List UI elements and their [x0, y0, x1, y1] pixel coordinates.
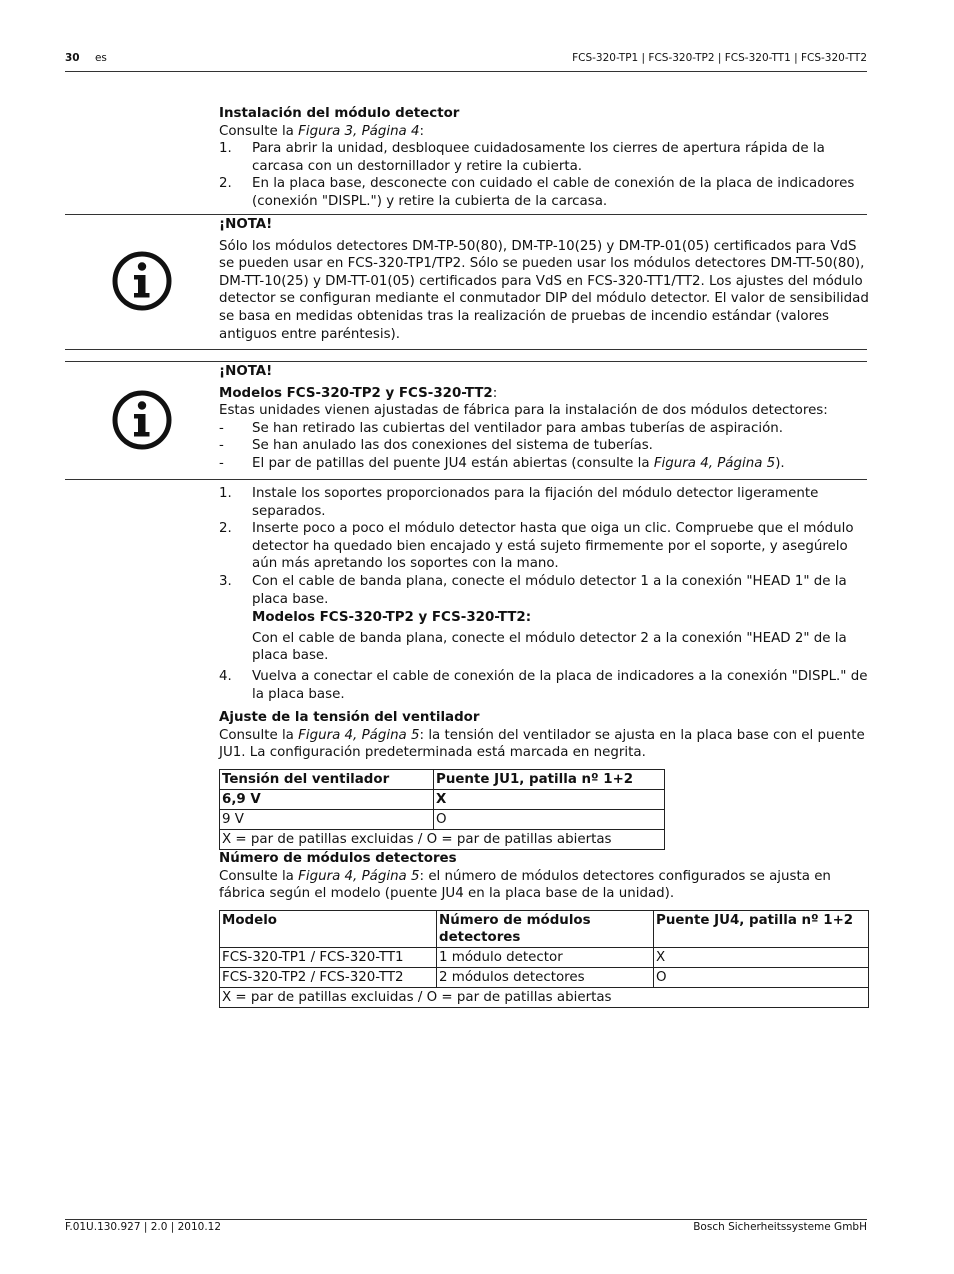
- table-row: [220, 968, 869, 988]
- table-footnote: X = par de patillas excluidas / O = par de patillas abiertas: [220, 830, 665, 850]
- table-row: [220, 790, 665, 810]
- note-intro: Estas unidades vienen ajustadas de fábrica para la instalación de dos módulos detectores:: [219, 403, 828, 419]
- table-footer-row: [220, 988, 869, 1008]
- table-cell: FCS-320-TP1 / FCS-320-TT1: [220, 948, 437, 968]
- table-footnote: X = par de patillas excluidas / O = par de patillas abiertas: [220, 988, 869, 1008]
- table-cell: 1 módulo detector: [437, 948, 654, 968]
- modules-heading: Número de módulos detectores: [219, 851, 457, 866]
- mounting-step: 3. Con el cable de banda plana, conecte el módulo detector 1 a la conexión "HEAD 1" de la placa base. Modelos FCS-320-TP2 y FCS-320-TT2: Con el cable de banda plana, conecte el módulo detector 2 a la conexión "HEAD 2" de la placa base.: [219, 573, 869, 665]
- models-subheading: Modelos FCS-320-TP2 y FCS-320-TT2:: [252, 610, 532, 626]
- info-icon: [112, 390, 172, 450]
- table-cell: X: [654, 948, 869, 968]
- table-header-row: [220, 911, 869, 948]
- table-header-cell: Número de módulos detectores: [437, 911, 654, 948]
- footer-doc-id: F.01U.130.927 | 2.0 | 2010.12: [65, 1221, 222, 1233]
- figure-link[interactable]: Figura 3, Página 4: [298, 123, 420, 139]
- page-header: [65, 52, 107, 65]
- table-header-cell: Puente JU4, patilla nº 1+2: [654, 911, 869, 948]
- mounting-step: 1. Instale los soportes proporcionados para la fijación del módulo detector ligeramente separados.: [219, 486, 819, 519]
- models-instruction: Con el cable de banda plana, conecte el módulo detector 2 a la conexión "HEAD 2" de la placa base.: [252, 630, 847, 664]
- note-text: Sólo los módulos detectores DM-TP-50(80), DM-TP-10(25) y DM-TP-01(05) certificados para VdS se pueden usar en FCS-320-TP1/TP2. Sólo se pueden usar los módulos detectores DM-TT-50(80), DM-TT-10(25) y DM-TT-01(05) certificados para VdS en FCS-320-TT1/TT2. Los ajustes del módulo detector se configuran mediante el conmutador DIP del módulo detector. El valor de sensibilidad se basa en medidas obtenidas tras la realización de pruebas de incendio estándar (valores antiguos entre paréntesis).: [219, 238, 869, 342]
- table-row: [220, 948, 869, 968]
- table-cell: 2 módulos detectores: [437, 968, 654, 988]
- install-step: 2. En la placa base, desconecte con cuidado el cable de conexión de la placa de indicadores (conexión "DISPL.") y retire la cubierta de la carcasa.: [219, 176, 855, 209]
- note-bullet: - El par de patillas del puente JU4 están abiertas (consulte la Figura 4, Página 5).: [219, 455, 785, 471]
- table-cell: FCS-320-TP2 / FCS-320-TT2: [220, 968, 437, 988]
- language-code: es: [94, 52, 107, 64]
- table-header-cell: Tensión del ventilador: [220, 770, 434, 790]
- mounting-steps: [219, 485, 869, 703]
- table-cell: O: [654, 968, 869, 988]
- table-cell: O: [434, 810, 665, 830]
- figure-link[interactable]: Figura 4, Página 5: [298, 868, 420, 884]
- modules-reference: Consulte la Figura 4, Página 5: el número de módulos detectores configurados se ajusta en fábrica según el modelo (puente JU4 en la placa base de la unidad).: [219, 868, 831, 902]
- table-cell: X: [434, 790, 665, 810]
- table-header-cell: Puente JU1, patilla nº 1+2: [434, 770, 665, 790]
- table-header-row: [220, 770, 665, 790]
- note-rule-top: [65, 214, 867, 215]
- note-title: ¡NOTA!: [219, 217, 273, 232]
- table-row: [220, 810, 665, 830]
- figure-link[interactable]: Figura 4, Página 5: [653, 455, 776, 471]
- note-rule-bottom: [65, 479, 867, 480]
- fan-voltage-table: [219, 769, 665, 850]
- modules-section: [219, 850, 869, 903]
- note-models: Modelos FCS-320-TP2 y FCS-320-TT2:: [219, 385, 498, 401]
- fan-reference: Consulte la Figura 4, Página 5: la tensión del ventilador se ajusta en la placa base con el puente JU1. La configuración predeterminada está marcada en negrita.: [219, 727, 865, 761]
- info-icon: [112, 251, 172, 311]
- header-models: FCS-320-TP1 | FCS-320-TP2 | FCS-320-TT1 | FCS-320-TT2: [572, 52, 867, 64]
- install-step: 1. Para abrir la unidad, desbloquee cuidadosamente los cierres de apertura rápida de la carcasa con un destornillador y retire la cubierta.: [219, 141, 825, 174]
- install-heading: Instalación del módulo detector: [219, 106, 460, 121]
- table-footer-row: [220, 830, 665, 850]
- footer-company: Bosch Sicherheitssysteme GmbH: [693, 1221, 867, 1233]
- note-rule-top: [65, 361, 867, 362]
- note-1: [219, 216, 869, 343]
- note-2: [219, 363, 869, 473]
- mounting-step: 2. Inserte poco a poco el módulo detector hasta que oiga un clic. Compruebe que el módulo detector ha quedado bien encajado y está sujeto firmemente por el soporte, y asegúrelo aún más apretando los soportes con la mano.: [219, 521, 854, 572]
- note-bullet: - Se han retirado las cubiertas del ventilador para ambas tuberías de aspiración.: [219, 420, 784, 436]
- note-title: ¡NOTA!: [219, 364, 273, 379]
- mounting-step: 4. Vuelva a conectar el cable de conexión de la placa de indicadores a la conexión "DISPL." de la placa base.: [219, 668, 868, 702]
- page-number: 30: [65, 52, 80, 64]
- note-bullet: - Se han anulado las dos conexiones del sistema de tuberías.: [219, 438, 653, 454]
- modules-table: [219, 910, 869, 1008]
- fan-heading: Ajuste de la tensión del ventilador: [219, 710, 480, 725]
- figure-link[interactable]: Figura 4, Página 5: [298, 727, 420, 743]
- install-section: [219, 105, 869, 211]
- fan-section: [219, 709, 869, 762]
- footer-rule: [65, 1219, 867, 1220]
- table-cell: 6,9 V: [220, 790, 434, 810]
- header-rule: [65, 71, 867, 72]
- install-reference: Consulte la Figura 3, Página 4:: [219, 123, 425, 139]
- note-rule-bottom: [65, 349, 867, 350]
- table-header-cell: Modelo: [220, 911, 437, 948]
- table-cell: 9 V: [220, 810, 434, 830]
